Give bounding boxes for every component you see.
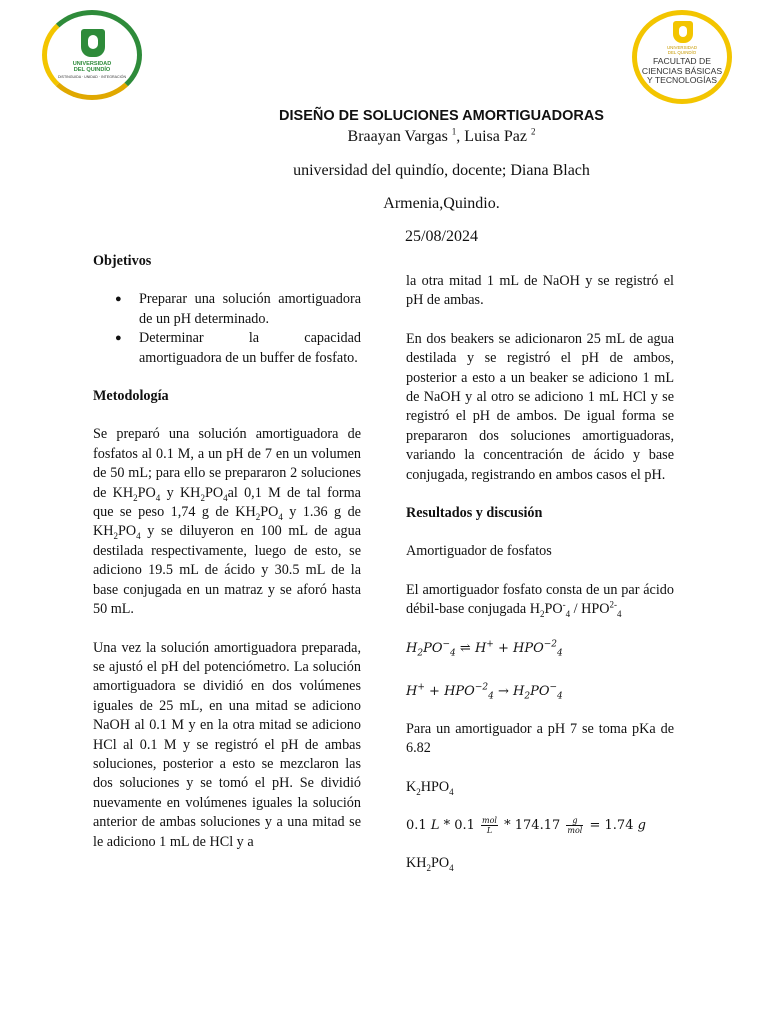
logo-left-name: UNIVERSIDAD DEL QUINDÍO: [72, 61, 112, 73]
equation-1: $H_2PO^-_4$ ⇌ $H^+ + HPO^{-2}_4$: [406, 639, 563, 659]
pka-note: Para un amortiguador a pH 7 se toma pKa de 6.82: [406, 720, 674, 757]
results-heading: Resultados y discusión: [406, 505, 543, 522]
methodology-paragraph-4: En dos beakers se adicionaron 25 mL de agua destilada y se registró el pH de ambos, posterior a esto a un beaker se adiciono 1 mL de NaOH y al otro se adiciono 1 mL HCl y se registró el pH de ambos. De igual forma se prepararon dos soluciones amortiguadoras, variando la concentración de ácido y base conjugada, registrando en ambos casos el pH.: [406, 330, 674, 483]
faculty-logo: [632, 10, 732, 104]
affiliation: universidad del quindío, docente; Diana Blach: [293, 162, 590, 179]
university-logo: [42, 10, 142, 100]
logo-right-sub: UNIVERSIDAD DEL QUINDÍO: [666, 45, 697, 55]
faculty-shield-icon: [673, 21, 693, 43]
objectives-list: [93, 290, 361, 368]
equation-2: $H^+ + HPO^{-2}_4 \to H_2PO^-_4$: [406, 682, 563, 702]
list-item: ● Determinar la capacidad amortiguadora de un buffer de fosfato.: [93, 329, 361, 368]
logo-right-name: FACULTAD DE CIENCIAS BÁSICAS Y TECNOLOGÍAS: [641, 56, 723, 85]
methodology-heading: Metodología: [93, 388, 169, 405]
methodology-paragraph-3: la otra mitad 1 mL de NaOH y se registró el pH de ambas.: [406, 273, 674, 309]
mass-calculation: 0.1 L * 0.1 $\frac{\text{mol}}{L}$ * 174.17 $\frac{g}{\text{mol}}$ = 1.74 g: [406, 815, 646, 835]
logo-left-tagline: DISTINGUIDA · UNIDAD · INTEGRACIÓN: [57, 75, 127, 79]
right-column: [406, 272, 674, 873]
objectives-heading: Objetivos: [93, 253, 152, 269]
date: 25/08/2024: [405, 228, 478, 245]
location: Armenia,Quindio.: [383, 195, 500, 212]
methodology-paragraph-2: Una vez la solución amortiguadora preparada, se ajustó el pH del potenciómetro. La solución amortiguadora se dividió en dos volúmenes iguales de 25 mL, en una mitad se adiciono NaOH al 0.1 M y en la otra mitad se adiciono HCl al 0.1 M y se registró el pH de ambas soluciones, posterior a esto se mezclaron las dos soluciones y se tomó el pH. Se dividió nuevamente en volúmenes iguales la solución anterior de ambas soluciones y a una mitad se le adiciono 1 mL de HCl y a: [93, 639, 361, 850]
buffer-description: El amortiguador fosfato consta de un par ácido débil-base conjugada $H_2PO^-_4 / HPO^{2-}_4$: [406, 581, 674, 620]
left-column: [93, 252, 361, 852]
buffer-subtitle: Amortiguador de fosfatos: [406, 543, 552, 560]
university-shield-icon: [81, 29, 105, 57]
methodology-paragraph-1: Se preparó una solución amortiguadora de fosfatos al 0.1 M, a un pH de 7 en un volumen de 50 mL; para ello se prepararon 2 soluciones de $KH_2PO_4$ y $KH_2PO_4al$ 0,1 M de tal forma que se peso 1,74 g de $KH_2PO_4$ y 1.36 g de $KH_2PO_4$ y se diluyeron en 100 mL de agua destilada respectivamente, luego de esto, se adiciono 19.5 mL de ácido y 30.5 mL de la base conjugada en un matraz y se aforó hasta 50 mL.: [93, 426, 361, 618]
list-item: ● Preparar una solución amortiguadora de un pH determinado.: [93, 290, 361, 329]
authors: Braayan Vargas $^1$, Luisa Paz $^2$: [347, 126, 536, 145]
k2hpo4-label: $K_2HPO_4$: [406, 778, 454, 797]
kh2po4-label: $KH_2PO_4$: [406, 854, 454, 873]
paper-title: DISEÑO DE SOLUCIONES AMORTIGUADORAS: [279, 108, 604, 124]
